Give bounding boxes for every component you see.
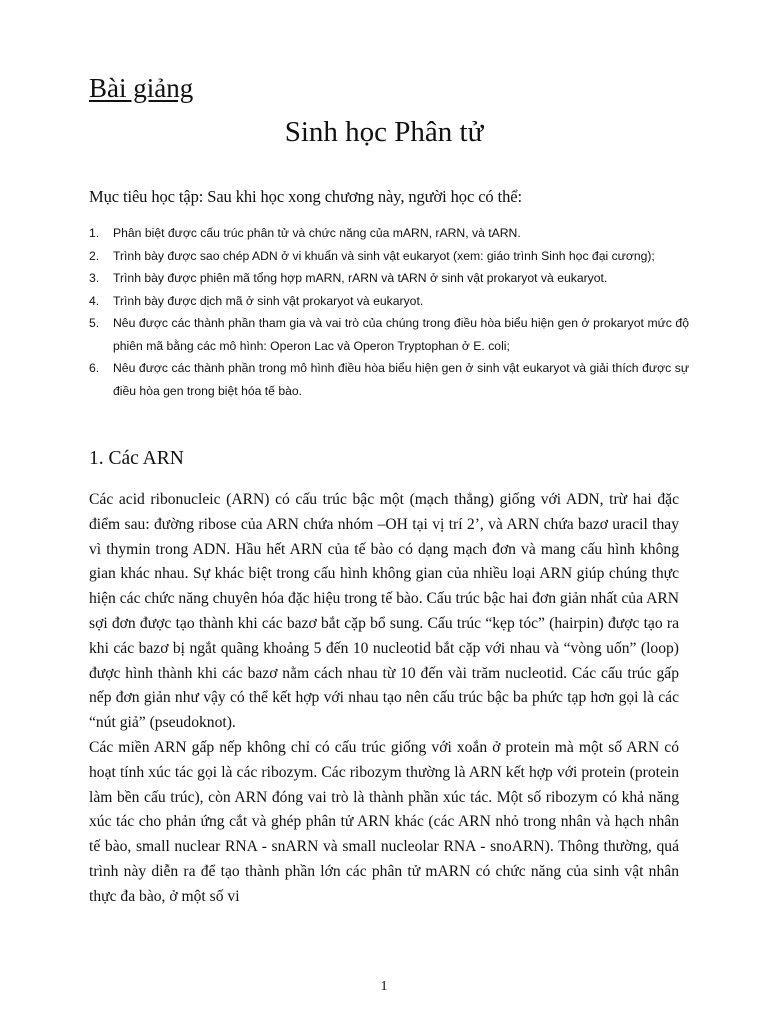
list-item-text: Trình bày được sao chép ADN ở vi khuẩn và sinh vật eukaryot (xem: giáo trình Sinh học đại cương); [113, 248, 655, 263]
list-item [89, 222, 689, 245]
list-item-text: Trình bày được dịch mã ở sinh vật prokaryot và eukaryot. [113, 293, 424, 308]
list-item-text: Phân biệt được cấu trúc phân tử và chức năng của mARN, rARN, và tARN. [113, 226, 521, 240]
section-heading: 1. Các ARN [89, 448, 184, 469]
paragraph: Các miền ARN gấp nếp không chỉ có cấu trúc giống với xoắn ở protein mà một số ARN có hoạt tính xúc tác gọi là các ribozym. Các ribozym thường là ARN kết hợp với protein (protein làm bền cấu trúc), còn ARN đóng vai trò là thành phần xúc tác. Một số ribozym có khả năng xúc tác cho phản ứng cắt và ghép phân tử ARN khác (các ARN nhỏ trong nhân và hạch nhân tế bào, small nuclear RNA - snARN và small nucleolar RNA - snoARN). Thông thường, quá trình này diễn ra để tạo thành phần lớn các phân tử mARN có chức năng của sinh vật nhân thực đa bào, ở một số vi [89, 738, 679, 905]
list-item [89, 245, 689, 268]
lecture-label: Bài giảng [89, 73, 194, 103]
objectives-list [89, 222, 689, 402]
paragraph: Các acid ribonucleic (ARN) có cấu trúc bậc một (mạch thẳng) giống với ADN, trừ hai đặc điểm sau: đường ribose của ARN chứa nhóm –OH tại vị trí 2’, và ARN chứa bazơ uracil thay vì thymin trong ADN. Hầu hết ARN của tế bào có dạng mạch đơn và mang cấu hình không gian khác nhau. Sự khác biệt trong cấu hình không gian của nhiều loại ARN giúp chúng thực hiện các chức năng chuyên hóa đặc hiệu trong tế bào. Cấu trúc bậc hai đơn giản nhất của ARN sợi đơn được tạo thành khi các bazơ bắt cặp bổ sung. Cấu trúc “kẹp tóc” (hairpin) được tạo ra khi các bazơ bị ngắt quãng khoảng 5 đến 10 nucleotid bắt cặp với nhau và “vòng uốn” (loop) được hình thành khi các bazơ nằm cách nhau từ 10 đến vài trăm nucleotid. Các cấu trúc gấp nếp đơn giản như vậy có thể kết hợp với nhau tạo nên cấu trúc bậc ba phức tạp hơn gọi là các “nút giả” (pseudoknot). [89, 491, 679, 732]
list-item-number: 6. [89, 361, 100, 375]
list-item [89, 290, 689, 313]
list-item-number: 5. [89, 316, 100, 330]
list-item-number: 1. [89, 226, 100, 240]
list-item [89, 357, 689, 402]
list-item-text: Nêu được các thành phần tham gia và vai trò của chúng trong điều hòa biểu hiện gen ở prokaryot mức độ phiên mã bằng các mô hình: Operon Lac và Operon Tryptophan ở E. coli; [113, 316, 689, 353]
list-item-number: 2. [89, 248, 100, 263]
section-body [89, 488, 679, 910]
list-item [89, 312, 689, 357]
list-item-text: Nêu được các thành phần trong mô hình điều hòa biểu hiện gen ở sinh vật eukaryot và giải thích được sự điều hòa gen trong biệt hóa tế bào. [113, 361, 689, 398]
objectives-heading: Mục tiêu học tập: Sau khi học xong chương này, người học có thể: [89, 187, 522, 206]
page-number: 1 [380, 979, 388, 994]
page-title: Sinh học Phân tử [284, 116, 484, 148]
list-item-number: 4. [89, 293, 100, 308]
list-item [89, 267, 689, 290]
list-item-number: 3. [89, 271, 100, 285]
list-item-text: Trình bày được phiên mã tổng hợp mARN, rARN và tARN ở sinh vật prokaryot và eukaryot. [113, 271, 608, 285]
